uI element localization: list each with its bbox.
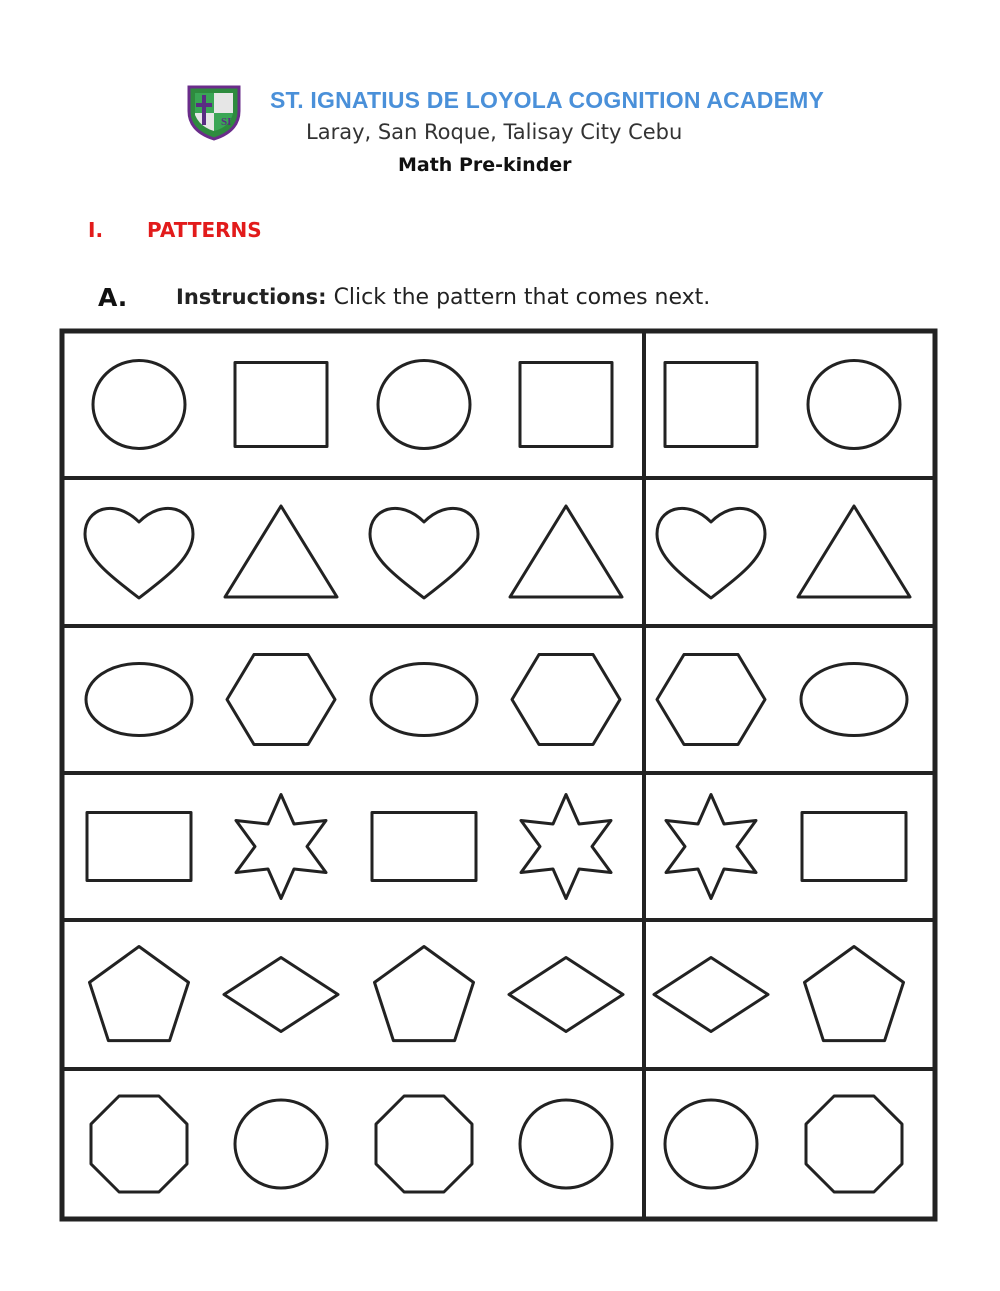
- answer-option-star[interactable]: [643, 779, 779, 914]
- hexagon-icon: [227, 655, 335, 745]
- pentagon-icon: [375, 947, 474, 1041]
- oval-icon: [371, 664, 477, 736]
- rectangle-icon: [372, 813, 476, 881]
- square-icon: [235, 363, 327, 447]
- section-number: I.: [88, 218, 104, 242]
- answer-option-hitbox[interactable]: [786, 337, 922, 472]
- answer-option-square[interactable]: [643, 337, 779, 472]
- answer-option-hitbox[interactable]: [786, 484, 922, 620]
- instructions-text: Click the pattern that comes next.: [326, 285, 711, 310]
- part-letter: A.: [98, 283, 128, 312]
- answer-option-hitbox[interactable]: [643, 779, 779, 914]
- octagon-icon: [376, 1096, 472, 1192]
- section-title: PATTERNS: [147, 218, 262, 242]
- answer-option-hexagon[interactable]: [643, 632, 779, 767]
- circle-icon: [378, 361, 470, 449]
- answer-option-hitbox[interactable]: [643, 1075, 779, 1213]
- answer-option-hitbox[interactable]: [786, 632, 922, 767]
- circle-icon: [520, 1100, 612, 1188]
- answer-option-triangle[interactable]: [786, 484, 922, 620]
- answer-option-pentagon[interactable]: [786, 926, 922, 1063]
- circle-icon: [235, 1100, 327, 1188]
- pattern-row: [93, 361, 612, 449]
- star-icon: [521, 795, 611, 899]
- answer-option-rectangle[interactable]: [786, 779, 922, 914]
- rectangle-icon: [87, 813, 191, 881]
- heart-icon: [370, 508, 478, 598]
- answer-option-diamond[interactable]: [643, 926, 779, 1063]
- instructions-label: Instructions:: [176, 285, 327, 309]
- answer-option-hitbox[interactable]: [786, 779, 922, 914]
- hexagon-icon: [512, 655, 620, 745]
- diamond-icon: [509, 958, 623, 1032]
- answer-option-hitbox[interactable]: [643, 926, 779, 1063]
- pattern-row: [91, 1096, 612, 1192]
- triangle-icon: [510, 506, 622, 597]
- square-icon: [520, 363, 612, 447]
- heart-icon: [85, 508, 193, 598]
- school-address: Laray, San Roque, Talisay City Cebu: [306, 120, 683, 144]
- circle-icon: [93, 361, 185, 449]
- school-name: ST. IGNATIUS DE LOYOLA COGNITION ACADEMY: [270, 87, 825, 113]
- logo-text: SI: [221, 116, 232, 128]
- answer-option-circle[interactable]: [786, 337, 922, 472]
- answer-option-hitbox[interactable]: [643, 337, 779, 472]
- answer-option-octagon[interactable]: [786, 1075, 922, 1213]
- pattern-row: [86, 655, 620, 745]
- answer-option-hitbox[interactable]: [643, 632, 779, 767]
- pattern-row: [85, 506, 622, 598]
- pattern-row: [90, 947, 624, 1041]
- diamond-icon: [224, 958, 338, 1032]
- triangle-icon: [225, 506, 337, 597]
- star-icon: [236, 795, 326, 899]
- answer-option-heart[interactable]: [643, 484, 779, 620]
- answer-option-circle[interactable]: [643, 1075, 779, 1213]
- subject-title: Math Pre-kinder: [398, 154, 572, 176]
- pattern-row: [87, 795, 611, 899]
- pentagon-icon: [90, 947, 189, 1041]
- octagon-icon: [91, 1096, 187, 1192]
- oval-icon: [86, 664, 192, 736]
- answer-option-oval[interactable]: [786, 632, 922, 767]
